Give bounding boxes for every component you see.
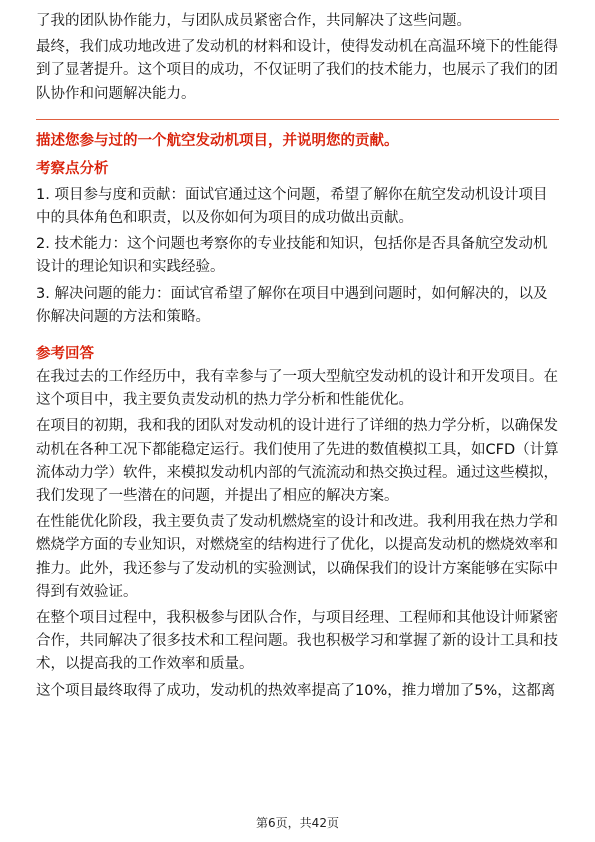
analysis-item-2: 2. 技术能力：这个问题也考察你的专业技能和知识，包括你是否具备航空发动机设计的理论知识和实践经验。 (36, 236, 548, 276)
answer-paragraph-3: 在性能优化阶段，我主要负责了发动机燃烧室的设计和改进。我利用我在热力学和燃烧学方面的专业知识，对燃烧室的结构进行了优化，以提高发动机的燃烧效率和推力。此外，我还参与了发动机的实验测试，以确保我们的设计方案能够在实际中得到有效验证。 (36, 514, 558, 600)
continuation-paragraph-2: 最终，我们成功地改进了发动机的材料和设计，使得发动机在高温环境下的性能得到了显著提升。这个项目的成功，不仅证明了我们的技术能力，也展示了我们的团队协作和问题解决能力。 (36, 39, 558, 102)
page-number-footer: 第6页，共42页 (256, 816, 339, 830)
question-heading: 描述您参与过的一个航空发动机项目，并说明您的贡献。 (36, 132, 399, 149)
analysis-item-3: 3. 解决问题的能力：面试官希望了解你在项目中遇到问题时，如何解决的，以及你解决问题的方法和策略。 (36, 285, 548, 325)
answer-paragraph-4: 在整个项目过程中，我积极参与团队合作，与项目经理、工程师和其他设计师紧密合作，共同解决了很多技术和工程问题。我也积极学习和掌握了新的设计工具和技术，以提高我的工作效率和质量。 (36, 610, 558, 673)
answer-paragraph-1: 在我过去的工作经历中，我有幸参与了一项大型航空发动机的设计和开发项目。在这个项目中，我主要负责发动机的热力学分析和性能优化。 (36, 369, 558, 409)
analysis-item-1: 1. 项目参与度和贡献：面试官通过这个问题，希望了解你在航空发动机设计项目中的具体角色和职责，以及你如何为项目的成功做出贡献。 (36, 186, 548, 227)
answer-paragraph-5: 这个项目最终取得了成功，发动机的热效率提高了10%，推力增加了5%，这都离 (36, 682, 556, 699)
section-divider (36, 119, 559, 120)
document-page (36, 10, 559, 703)
analysis-heading: 考察点分析 (36, 160, 109, 177)
continuation-paragraph-1: 了我的团队协作能力，与团队成员紧密合作，共同解决了这些问题。 (36, 13, 471, 29)
answer-paragraph-2: 在项目的初期，我和我的团队对发动机的设计进行了详细的热力学分析，以确保发动机在各种工况下都能稳定运行。我们使用了先进的数值模拟工具，如CFD（计算流体动力学）软件，来模拟发动机内部的气流流动和热交换过程。通过这些模拟，我们发现了一些潜在的问题，并提出了相应的解决方案。 (36, 418, 559, 505)
answer-heading: 参考回答 (36, 346, 94, 363)
